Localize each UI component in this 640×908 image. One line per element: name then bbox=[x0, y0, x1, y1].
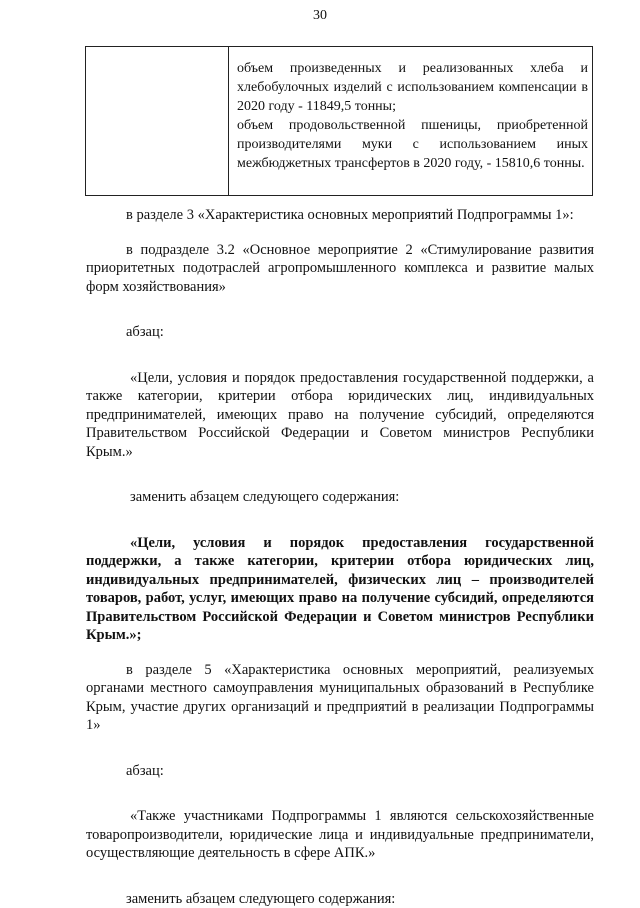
paragraph-section-5: в разделе 5 «Характеристика основных мероприятий, реализуемых органами местного самоуправления муниципальных образований в Республике Крым, участие других организаций и предприятий в реализации Подпрограммы 1» bbox=[86, 661, 594, 735]
paragraph-subsection-3-2: в подразделе 3.2 «Основное мероприятие 2 «Стимулирование развития приоритетных подотраслей агропромышленного комплекса и развитие малых форм хозяйствования» bbox=[86, 241, 594, 297]
paragraph-quote-old-2: «Также участниками Подпрограммы 1 являются сельскохозяйственные товаропроизводители, юридические лица и индивидуальные предприниматели, осуществляющие деятельность в сфере АПК.» bbox=[86, 807, 594, 863]
continuation-table bbox=[85, 46, 593, 196]
table-cell-right bbox=[229, 47, 592, 195]
paragraph-replace-2: заменить абзацем следующего содержания: bbox=[86, 890, 594, 908]
paragraph-quote-new-1: «Цели, условия и порядок предоставления государственной поддержки, а также категории, критерии отбора юридических лиц, индивидуальных предпринимателей, физических лиц – производителей товаров, работ, услуг, имеющих право на получение субсидий, определяются Правительством Российской Федерации и Советом министров Республики Крым.»; bbox=[86, 534, 594, 645]
table-cell-left bbox=[86, 47, 229, 195]
paragraph-section-3: в разделе 3 «Характеристика основных мероприятий Подпрограммы 1»: bbox=[86, 206, 594, 225]
paragraph-quote-old-1: «Цели, условия и порядок предоставления государственной поддержки, а также категории, критерии отбора юридических лиц, индивидуальных предпринимателей, имеющих право на получение субсидий, определяются Правительством Российской Федерации и Советом министров Республики Крым.» bbox=[86, 369, 594, 462]
paragraph-replace-1: заменить абзацем следующего содержания: bbox=[86, 488, 594, 507]
page-number: 30 bbox=[0, 8, 640, 24]
table-text-wheat: объем продовольственной пшеницы, приобретенной производителями муки с использованием иных межбюджетных трансфертов в 2020 году, - 15810,6 тонны. bbox=[237, 116, 588, 173]
document-body bbox=[86, 206, 594, 908]
paragraph-abzac-2: абзац: bbox=[86, 762, 594, 781]
table-text-bread: объем произведенных и реализованных хлеба и хлебобулочных изделий с использованием компенсации в 2020 году - 11849,5 тонны; bbox=[237, 59, 588, 116]
paragraph-abzac-1: абзац: bbox=[86, 323, 594, 342]
